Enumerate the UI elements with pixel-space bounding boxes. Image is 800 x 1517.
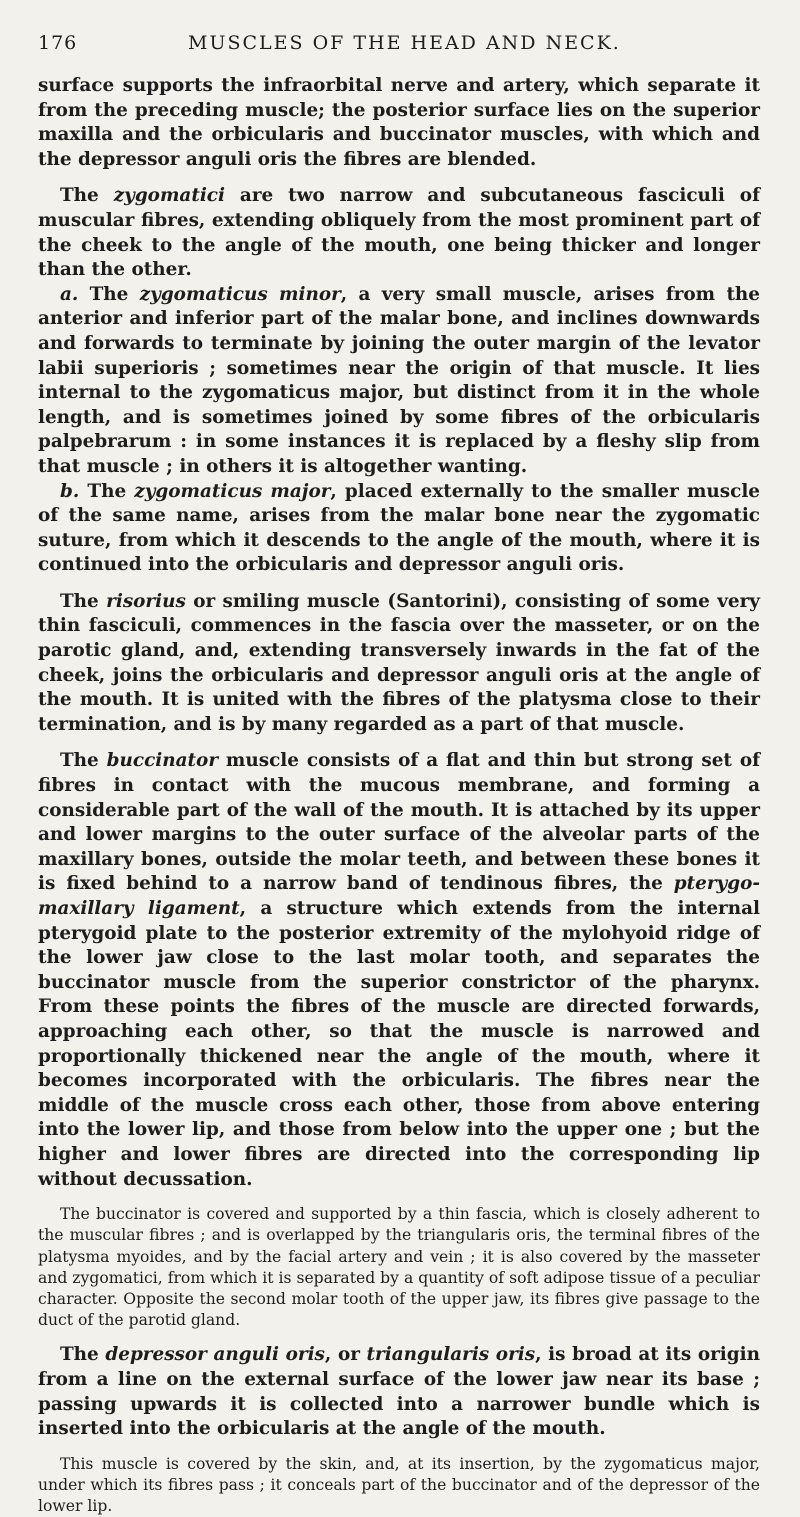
paragraph-buccinator: The buccinator muscle consists of a flat and thin but strong set of fibres in contact with the mucous membrane, and forming a considerable part of the wall of the mouth. It is attached by its upper and lower margins to the outer surface of the alveolar parts of the maxillary bones, outside the molar teeth, and between these bones it is fixed behind to a narrow band of tendinous fibres, the pterygo-maxillary ligament, a structure which extends from the internal pterygoid plate to the posterior extremity of the mylohyoid ridge of the lower jaw close to the last molar tooth, and separates the buccinator muscle from the superior constrictor of the pharynx. From these points the fibres of the muscle are directed forwards, approaching each other, so that the muscle is narrowed and proportionally thickened near the angle of the mouth, where it becomes incorporated with the orbicularis. The fibres near the middle of the muscle cross each other, those from above entering into the lower lip, and those from below into the upper one ; but the higher and lower fibres are directed into the corresponding lip without decussation. [38, 750, 760, 1190]
running-title: MUSCLES OF THE HEAD AND NECK. [188, 32, 621, 54]
page-body [38, 74, 760, 1517]
paragraph-buccinator-note: The buccinator is covered and supported by a thin fascia, which is closely adherent to the muscular fibres ; and is overlapped by the triangularis oris, the terminal fibres of the platysma myoides, and by the facial artery and vein ; it is also covered by the masseter and zygomatici, from which it is separated by a quantity of soft adipose tissue of a peculiar character. Opposite the second molar tooth of the upper jaw, its fibres give passage to the duct of the parotid gland. [38, 1205, 760, 1330]
page-number: 176 [38, 32, 78, 54]
paragraph-depressor-anguli-oris: The depressor anguli oris, or triangularis oris, is broad at its origin from a line on the external surface of the lower jaw near its base ; passing upwards it is collected into a narrower bundle which is inserted into the orbicularis at the angle of the mouth. [38, 1344, 760, 1440]
paragraph-zygomaticus-minor: a. The zygomaticus minor, a very small muscle, arises from the anterior and inferior part of the malar bone, and inclines downwards and forwards to terminate by joining the outer margin of the levator labii superioris ; sometimes near the origin of that muscle. It lies internal to the zygomaticus major, but distinct from it in the whole length, and is sometimes joined by some fibres of the orbicularis palpebrarum : in some instances it is replaced by a fleshy slip from that muscle ; in others it is altogether wanting. [38, 283, 761, 477]
page-header [38, 28, 760, 62]
paragraph-zygomatici: The zygomatici are two narrow and subcutaneous fasciculi of muscular fibres, extending obliquely from the most prominent part of the cheek to the angle of the mouth, one being thicker and longer than the other. [38, 185, 760, 281]
paragraph-depressor-note: This muscle is covered by the skin, and, at its insertion, by the zygomaticus major, under which its fibres pass ; it conceals part of the buccinator and of the depressor of the lower lip. [38, 1454, 760, 1516]
paragraph-risorius: The risorius or smiling muscle (Santorini), consisting of some very thin fasciculi, commences in the fascia over the masseter, or on the parotic gland, and, extending transversely inwards in the fat of the cheek, joins the orbicularis and depressor anguli oris at the angle of the mouth. It is united with the fibres of the platysma close to their termination, and is by many regarded as a part of that muscle. [38, 590, 760, 735]
paragraph-zygomaticus-major: b. The zygomaticus major, placed externally to the smaller muscle of the same name, arises from the malar bone near the zygomatic suture, from which it descends to the angle of the mouth, where it is continued into the orbicularis and depressor anguli oris. [38, 480, 761, 576]
paragraph-continuation: surface supports the infraorbital nerve and artery, which separate it from the preceding muscle; the posterior surface lies on the superior maxilla and the orbicularis and buccinator muscles, with which and the depressor anguli oris the fibres are blended. [38, 75, 760, 170]
